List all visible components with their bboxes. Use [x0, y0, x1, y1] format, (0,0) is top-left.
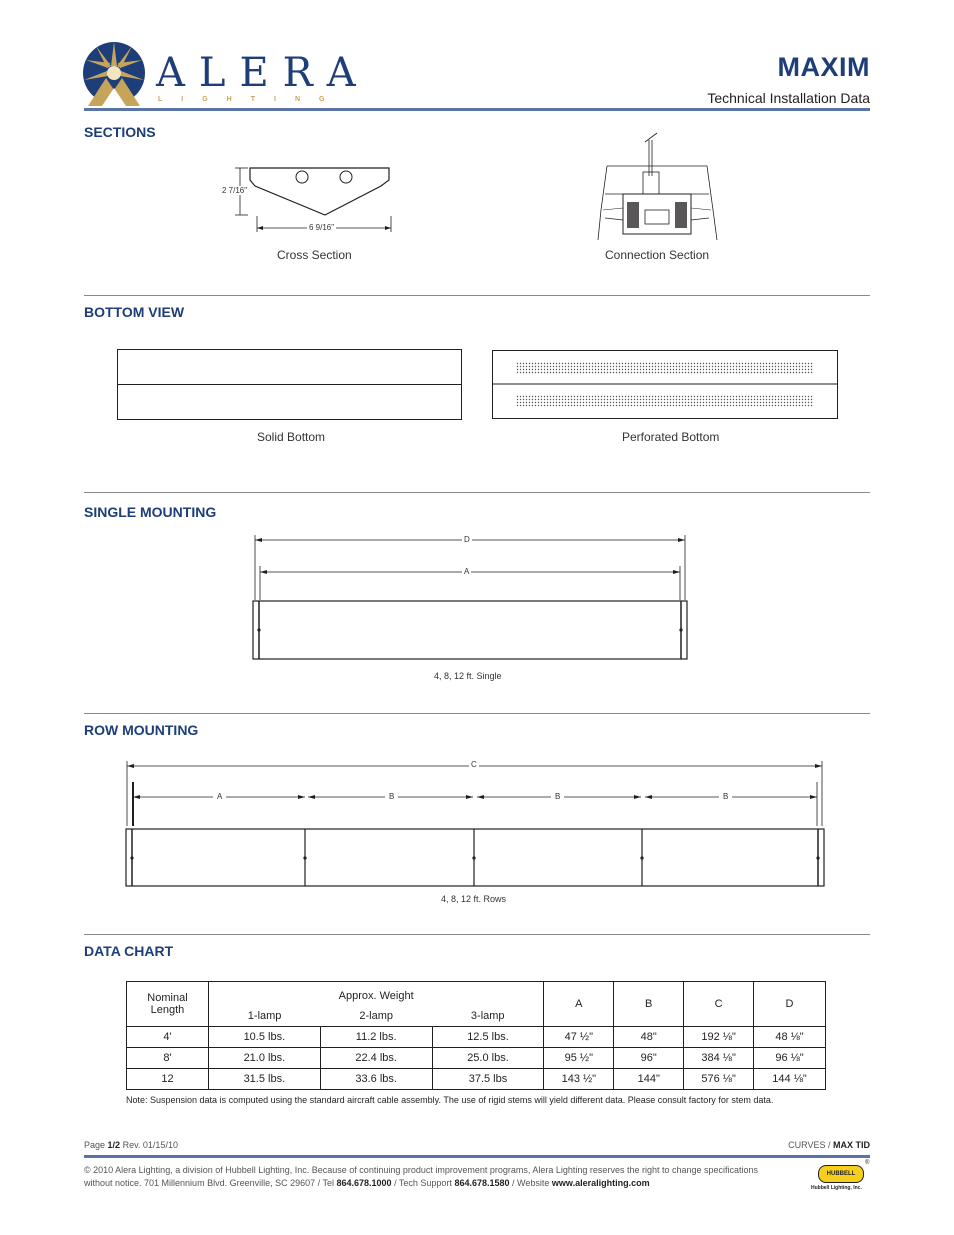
- c-cell: 192 ⅛": [684, 1027, 754, 1048]
- divider: [84, 713, 870, 714]
- weight2-cell: 33.6 lbs.: [320, 1069, 432, 1090]
- doc-code: [788, 1139, 870, 1152]
- d-cell: 48 ⅛": [754, 1027, 826, 1048]
- single-mounting-caption: 4, 8, 12 ft. Single: [434, 671, 502, 681]
- cross-width-label: 6 9/16": [309, 223, 335, 232]
- connection-section-drawing: [595, 128, 720, 243]
- solid-bottom-drawing: [117, 349, 462, 420]
- col-d-header: D: [754, 982, 826, 1027]
- page-number: 1/2: [107, 1140, 121, 1150]
- table-row: [127, 1069, 826, 1090]
- table-header-row: [127, 982, 826, 1007]
- row-dim-b2-label: B: [551, 792, 564, 801]
- length-cell: 12: [127, 1069, 209, 1090]
- website-label: / Website: [512, 1178, 550, 1188]
- c-cell: 576 ⅛": [684, 1069, 754, 1090]
- address-text: without notice. 701 Millennium Blvd. Greenville, SC 29607 / Tel: [84, 1178, 334, 1188]
- single-dim-d-label: D: [464, 535, 470, 544]
- row-dim-b3-label: B: [719, 792, 732, 801]
- d-cell: 144 ⅛": [754, 1069, 826, 1090]
- row-dim-a-label: A: [213, 792, 226, 801]
- copyright-line-1: © 2010 Alera Lighting, a division of Hubbell Lighting, Inc. Because of continuing product improvement programs, Alera Lighting reserves the right to change specifications: [84, 1165, 759, 1175]
- logo-subtext: LIGHTING: [158, 96, 344, 103]
- weight1-cell: 10.5 lbs.: [208, 1027, 320, 1048]
- weight3-cell: 12.5 lbs.: [432, 1027, 544, 1048]
- registered-mark: ®: [865, 1160, 870, 1166]
- lamp1-header: 1-lamp: [208, 1006, 320, 1027]
- data-chart-table: [126, 981, 826, 1090]
- bottom-view-heading: BOTTOM VIEW: [84, 304, 185, 320]
- page-label: Page: [84, 1140, 106, 1150]
- row-mounting-caption: 4, 8, 12 ft. Rows: [441, 894, 507, 904]
- tech-support-label: / Tech Support: [394, 1178, 452, 1188]
- alera-logo-icon: [82, 40, 146, 106]
- table-row: [127, 1027, 826, 1048]
- table-row: [127, 1048, 826, 1069]
- tech-support-number: 864.678.1580: [454, 1178, 510, 1188]
- divider: [84, 295, 870, 296]
- copyright-line-2: [84, 1177, 784, 1190]
- b-cell: 144": [614, 1069, 684, 1090]
- length-cell: 4': [127, 1027, 209, 1048]
- c-cell: 384 ⅛": [684, 1048, 754, 1069]
- hubbell-caption: Hubbell Lighting, Inc.: [811, 1185, 862, 1191]
- phone-number: 864.678.1000: [336, 1178, 392, 1188]
- perforated-bottom-caption: Perforated Bottom: [622, 430, 720, 444]
- logo-wordmark: ALERA: [156, 50, 370, 96]
- header-rule: [84, 108, 870, 111]
- footer-rule: [84, 1155, 870, 1158]
- single-mounting-drawing: [250, 530, 690, 665]
- nominal-length-header: Nominal Length: [127, 982, 209, 1027]
- lamp3-header: 3-lamp: [432, 1006, 544, 1027]
- weight2-cell: 11.2 lbs.: [320, 1027, 432, 1048]
- doc-code-value: MAX TID: [833, 1140, 870, 1150]
- document-subtitle: Technical Installation Data: [707, 90, 870, 106]
- weight1-cell: 21.0 lbs.: [208, 1048, 320, 1069]
- row-dim-b1-label: B: [385, 792, 398, 801]
- col-c-header: C: [684, 982, 754, 1027]
- hubbell-logo-icon: HUBBELL: [818, 1165, 864, 1183]
- page-info: [84, 1139, 178, 1152]
- col-a-header: A: [544, 982, 614, 1027]
- b-cell: 96": [614, 1048, 684, 1069]
- revision: Rev. 01/15/10: [122, 1140, 178, 1150]
- a-cell: 95 ½": [544, 1048, 614, 1069]
- weight-header: Approx. Weight: [208, 982, 543, 1007]
- col-b-header: B: [614, 982, 684, 1027]
- divider: [84, 492, 870, 493]
- data-chart-heading: DATA CHART: [84, 943, 174, 959]
- d-cell: 96 ⅛": [754, 1048, 826, 1069]
- single-dim-a-label: A: [464, 567, 470, 576]
- weight3-cell: 37.5 lbs: [432, 1069, 544, 1090]
- a-cell: 143 ½": [544, 1069, 614, 1090]
- row-mounting-drawing: [122, 756, 828, 891]
- row-dim-c-label: C: [471, 760, 477, 769]
- website-link[interactable]: www.aleralighting.com: [551, 1178, 650, 1188]
- row-mounting-heading: ROW MOUNTING: [84, 722, 199, 738]
- copyright: [84, 1164, 784, 1190]
- lamp2-header: 2-lamp: [320, 1006, 432, 1027]
- curves-link[interactable]: CURVES /: [788, 1140, 831, 1150]
- sections-heading: SECTIONS: [84, 124, 156, 140]
- single-mounting-heading: SINGLE MOUNTING: [84, 504, 217, 520]
- length-cell: 8': [127, 1048, 209, 1069]
- suspension-note: Note: Suspension data is computed using the standard aircraft cable assembly. The use of rigid stems will yield different data. Please consult factory for stem data.: [126, 1095, 774, 1105]
- perforated-bottom-drawing: [492, 350, 839, 420]
- product-name: MAXIM: [777, 52, 870, 82]
- a-cell: 47 ½": [544, 1027, 614, 1048]
- solid-bottom-caption: Solid Bottom: [257, 430, 326, 444]
- b-cell: 48": [614, 1027, 684, 1048]
- divider: [84, 934, 870, 935]
- cross-section-caption: Cross Section: [277, 248, 352, 262]
- connection-section-caption: Connection Section: [605, 248, 710, 262]
- weight3-cell: 25.0 lbs.: [432, 1048, 544, 1069]
- cross-height-label: 2 7/16": [222, 186, 248, 195]
- weight2-cell: 22.4 lbs.: [320, 1048, 432, 1069]
- weight1-cell: 31.5 lbs.: [208, 1069, 320, 1090]
